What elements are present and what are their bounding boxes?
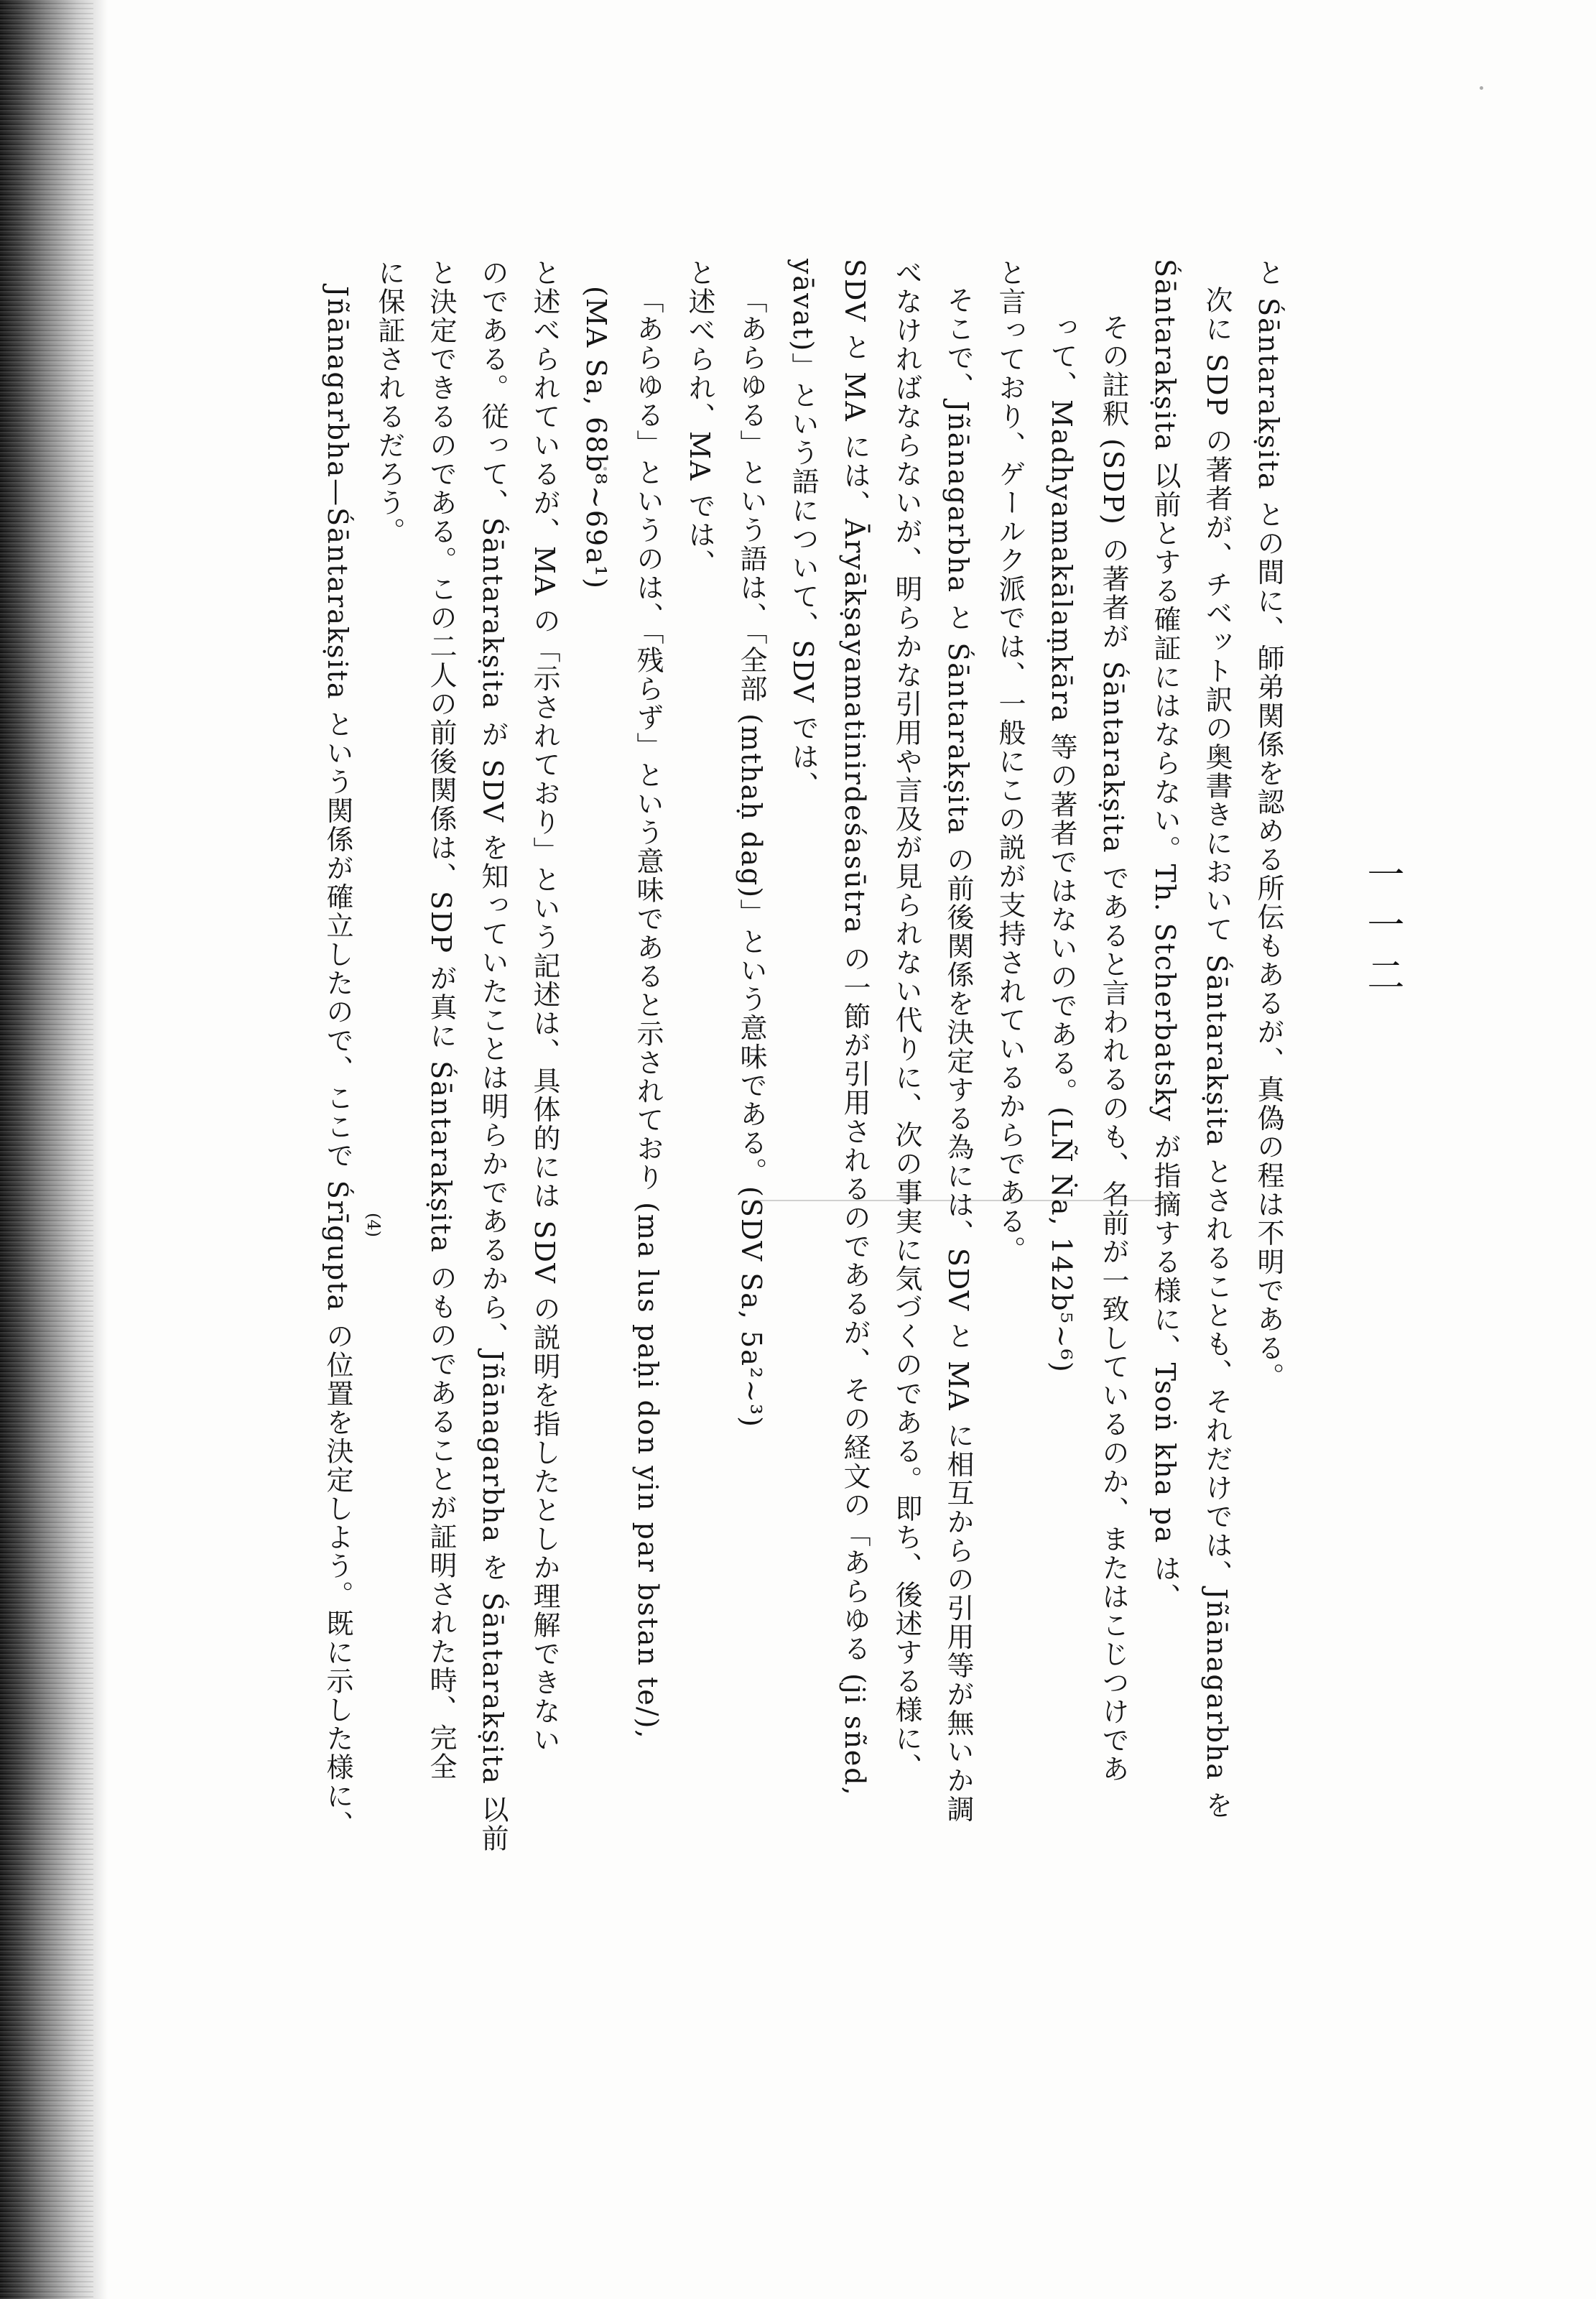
text-line: その註釈 (SDP) の著者が Śāntarakṣita であると言われるのも、名前が一致しているのか、またはこじつけであ xyxy=(1098,313,1129,1784)
text-line: 「あらゆる」という語は、「全部 (mthaḥ dag)」という意味である。(SDV Sa, 5a²~³) xyxy=(736,286,767,1429)
page-number: 一一二 xyxy=(1360,855,1404,1006)
text-line: Jñānagarbha—Śāntarakṣita という関係が確立したので、ここで Śrīgupta の位置を決定しよう。既に示した様に、 xyxy=(322,286,353,1840)
text-line: そこで、Jñānagarbha と Śāntarakṣita の前後関係を決定する為には、SDV と MA に相互からの引用等が無いか調 xyxy=(942,286,974,1824)
text-line: に保証されるだろう。 xyxy=(374,259,405,546)
text-line: Śāntarakṣita 以前とする確証にはならない。Th. Stcherbatsky が指摘する様に、Tsoṅ kha pa は、 xyxy=(1149,259,1181,1612)
text-line: (MA Sa, 68b⁸~69a¹) xyxy=(580,286,612,590)
footnote-marker: (4) xyxy=(363,1213,384,1237)
text-line: SDV と MA には、Āryākṣayamatinirdeśasūtra の一節が引用されるのであるが、その経文の「あらゆる (ji sñed, xyxy=(839,259,871,1797)
text-line: と Śāntarakṣita との間に、師弟関係を認める所伝もあるが、真偽の程は不明である。 xyxy=(1253,259,1284,1392)
text-line: と決定できるのである。この二人の前後関係は、SDP が真に Śāntarakṣita のものであることが証明された時、完全 xyxy=(425,259,457,1781)
text-line: と述べられ、MA では、 xyxy=(684,259,715,578)
text-line: yāvat)」という語について、SDV では、 xyxy=(787,259,819,800)
text-line: 次に SDP の著者が、チベット訳の奥書きにおいて Śāntarakṣita とされることも、それだけでは、Jñānagarbha を xyxy=(1201,286,1233,1821)
text-line: って、Madhyamakālaṃkāra 等の著者ではないのである。(LÑ Ṅa, 142b⁵~⁶) xyxy=(1046,313,1077,1374)
text-line: のである。従って、Śāntarakṣita が SDV を知っていたことは明らかであるから、Jñānagarbha を Śāntarakṣita 以前 xyxy=(477,259,509,1853)
scan-speck xyxy=(1480,86,1483,90)
text-line: と言っており、ゲールク派では、一般にこの説が支持されているからである。 xyxy=(994,259,1026,1264)
vertical-japanese-text xyxy=(217,259,1294,2234)
text-line: 「あらゆる」というのは、「残らず」という意味であると示されており (ma lus paḥi don yin par bstan te/), xyxy=(632,286,664,1740)
text-line: べなければならないが、明らかな引用や言及が見られない代りに、次の事実に気づくのである。即ち、後述する様に、 xyxy=(891,259,922,1782)
scan-noise xyxy=(0,0,93,2299)
text-line: と述べられているが、MA の「示されており」という記述は、具体的には SDV の説明を指したとしか理解できない xyxy=(529,259,560,1754)
